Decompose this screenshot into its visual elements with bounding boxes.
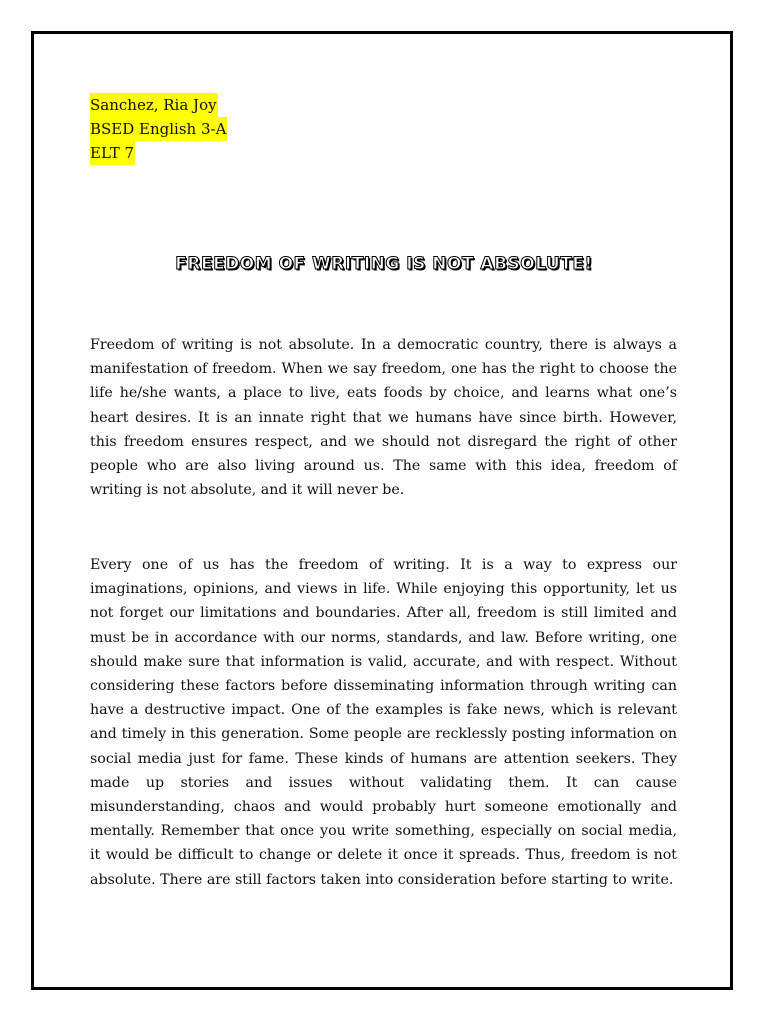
course-section: BSED English 3-A [90,117,227,141]
author-header [90,93,227,165]
author-name: Sanchez, Ria Joy [90,93,218,117]
essay-title: FREEDOM OF WRITING IS NOT ABSOLUTE! [175,254,593,274]
essay-paragraph-2: Every one of us has the freedom of writing. It is a way to express our imaginations, opinions, and views in life. While enjoying this opportunity, let us not forget our limitations and boundaries. After all, freedom is still limited and must be in accordance with our norms, standards, and law. Before writing, one should make sure that information is valid, accurate, and with respect. Without considering these factors before disseminating information through writing can have a destructive impact. One of the examples is fake news, which is relevant and timely in this generation. Some people are recklessly posting information on social media just for fame. These kinds of humans are attention seekers. They made up stories and issues without validating them. It can cause misunderstanding, chaos and would probably hurt someone emotionally and mentally. Remember that once you write something, especially on social media, it would be difficult to change or delete it once it spreads. Thus, freedom is not absolute. There are still factors taken into consideration before starting to write. [90,557,677,888]
essay-paragraph-1: Freedom of writing is not absolute. In a democratic country, there is always a manifestation of freedom. When we say freedom, one has the right to choose the life he/she wants, a place to live, eats foods by choice, and learns what one’s heart desires. It is an innate right that we humans have since birth. However, this freedom ensures respect, and we should not disregard the right of other people who are also living around us. The same with this idea, freedom of writing is not absolute, and it will never be. [90,337,677,499]
subject-code: ELT 7 [90,141,135,165]
